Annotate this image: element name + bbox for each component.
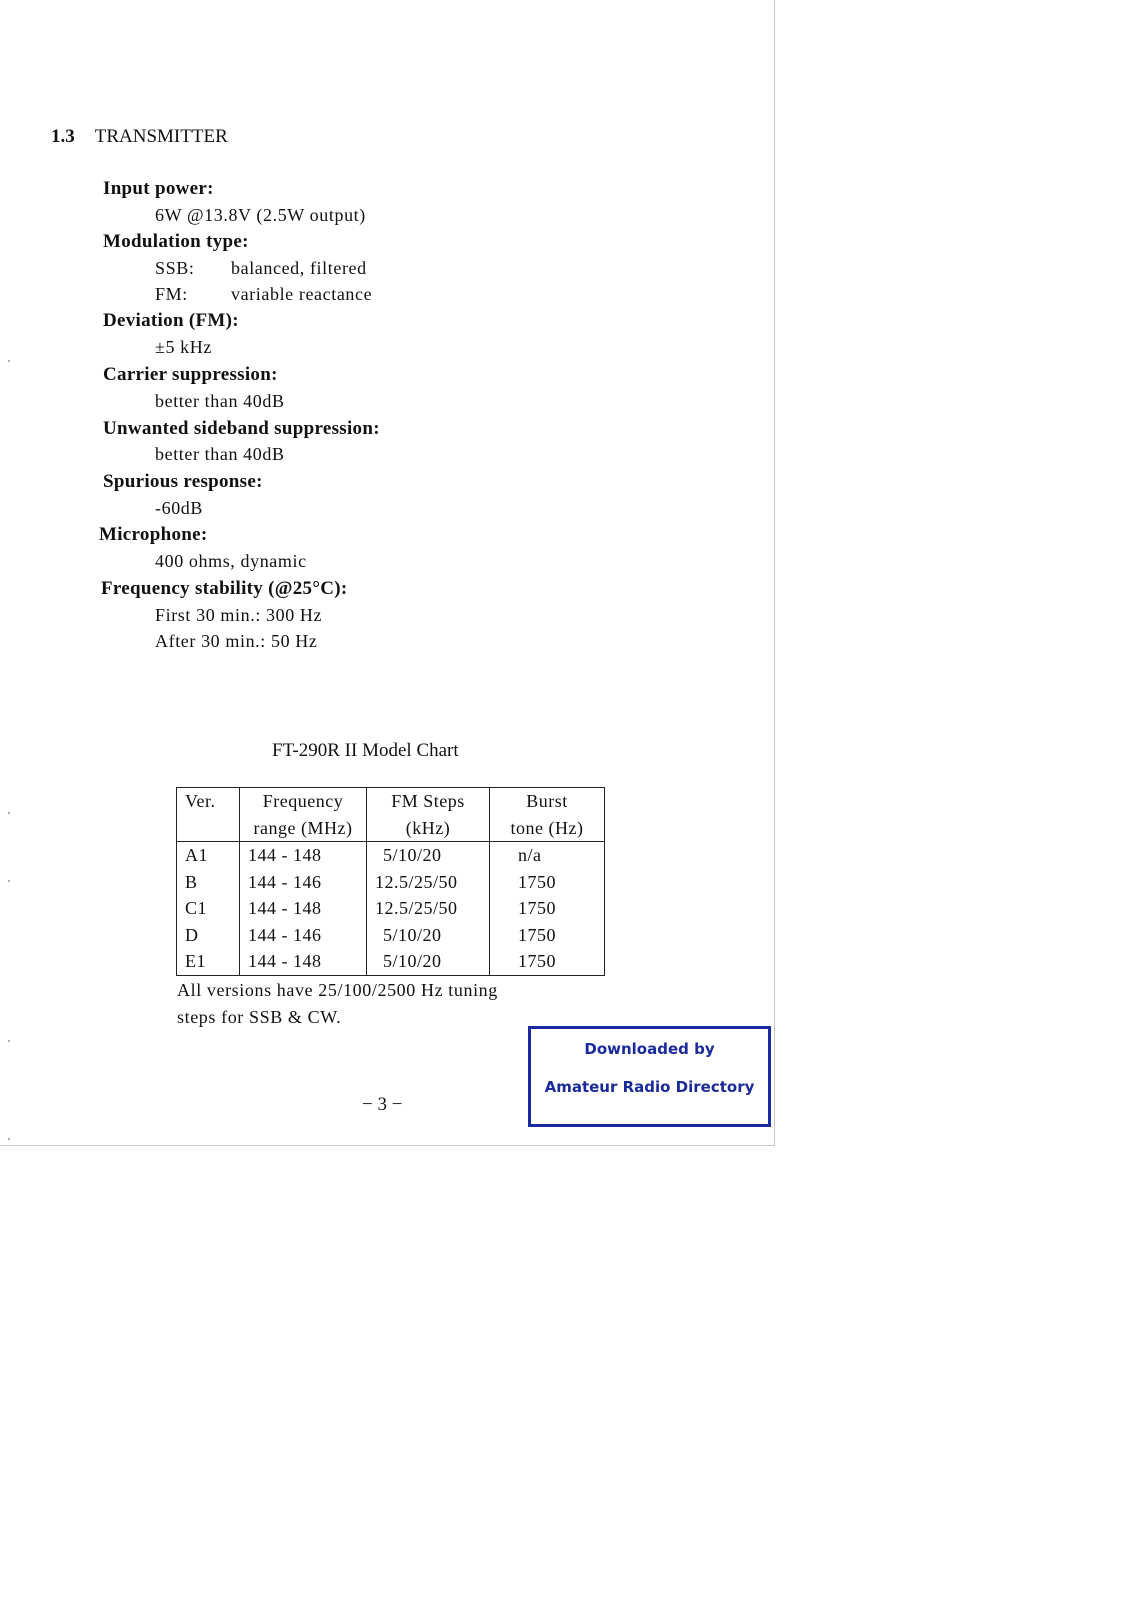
table-cell: 1750 <box>490 922 605 949</box>
spec-value-modulation-ssb <box>155 258 367 279</box>
spec-label-sideband: Unwanted sideband suppression: <box>103 418 380 439</box>
header-cell: Ver. <box>177 788 240 815</box>
download-stamp <box>528 1026 771 1127</box>
table-cell: n/a <box>490 842 605 869</box>
spec-label-carrier: Carrier suppression: <box>103 364 278 385</box>
table-cell: 12.5/25/50 <box>367 869 490 896</box>
table-cell: B <box>177 869 240 896</box>
modulation-key-fm: FM: <box>155 284 188 304</box>
header-cell: (kHz) <box>367 815 490 842</box>
document-page <box>0 0 775 1146</box>
model-chart-table <box>176 787 605 976</box>
footnote-line: All versions have 25/100/2500 Hz tuning <box>177 980 498 1000</box>
spec-label-frequency-stability: Frequency stability (@25°C): <box>101 578 348 599</box>
section-title: TRANSMITTER <box>94 126 228 147</box>
table-row <box>177 842 605 869</box>
section-heading <box>51 126 228 148</box>
spec-value-stability-first: First 30 min.: 300 Hz <box>155 605 323 625</box>
spec-label-deviation: Deviation (FM): <box>103 310 239 331</box>
modulation-key-ssb: SSB: <box>155 258 195 278</box>
modulation-val-fm: variable reactance <box>231 284 373 304</box>
header-cell: FM Steps <box>367 788 490 815</box>
scan-speck <box>8 360 10 362</box>
spec-value-input-power: 6W @13.8V (2.5W output) <box>155 205 366 225</box>
spec-label-spurious: Spurious response: <box>103 471 263 492</box>
scan-speck <box>8 880 10 882</box>
spec-label-input-power: Input power: <box>103 178 214 199</box>
table-cell: C1 <box>177 895 240 922</box>
spec-label-microphone: Microphone: <box>99 524 208 545</box>
table-header-row <box>177 815 605 842</box>
header-cell <box>177 815 240 842</box>
table-row <box>177 948 605 975</box>
table-cell: 1750 <box>490 948 605 975</box>
spec-value-modulation-fm <box>155 284 372 305</box>
page-number: − 3 − <box>362 1094 403 1115</box>
modulation-val-ssb: balanced, filtered <box>231 258 367 278</box>
table-cell: 5/10/20 <box>367 842 490 869</box>
table-cell: 144 - 146 <box>240 922 367 949</box>
header-cell: tone (Hz) <box>490 815 605 842</box>
footnote-line: steps for SSB & CW. <box>177 1007 342 1027</box>
table-cell: 1750 <box>490 895 605 922</box>
scan-speck <box>8 1040 10 1042</box>
scan-speck <box>8 812 10 814</box>
spec-value-carrier: better than 40dB <box>155 391 285 411</box>
section-number: 1.3 <box>51 126 75 147</box>
stamp-line-2: Amateur Radio Directory <box>544 1078 755 1096</box>
table-row <box>177 922 605 949</box>
spec-value-microphone: 400 ohms, dynamic <box>155 551 307 571</box>
scan-speck <box>8 1138 10 1140</box>
spec-value-sideband: better than 40dB <box>155 444 285 464</box>
spec-value-deviation: ±5 kHz <box>155 337 212 357</box>
header-cell: Burst <box>490 788 605 815</box>
table-cell: 144 - 148 <box>240 948 367 975</box>
spec-value-spurious: -60dB <box>155 498 203 518</box>
table-cell: 144 - 146 <box>240 869 367 896</box>
table-cell: D <box>177 922 240 949</box>
spec-value-stability-after: After 30 min.: 50 Hz <box>155 631 318 651</box>
model-chart-title: FT-290R II Model Chart <box>272 740 459 761</box>
table-cell: A1 <box>177 842 240 869</box>
table-row <box>177 895 605 922</box>
spec-label-modulation: Modulation type: <box>103 231 249 252</box>
table-cell: 12.5/25/50 <box>367 895 490 922</box>
header-cell: Frequency <box>240 788 367 815</box>
table-cell: 1750 <box>490 869 605 896</box>
table-cell: E1 <box>177 948 240 975</box>
table-cell: 144 - 148 <box>240 895 367 922</box>
table-row <box>177 869 605 896</box>
header-cell: range (MHz) <box>240 815 367 842</box>
table-header-row <box>177 788 605 815</box>
stamp-line-1: Downloaded by <box>584 1040 715 1058</box>
table-cell: 144 - 148 <box>240 842 367 869</box>
table-cell: 5/10/20 <box>367 922 490 949</box>
table-cell: 5/10/20 <box>367 948 490 975</box>
chart-footnote <box>177 977 498 1031</box>
